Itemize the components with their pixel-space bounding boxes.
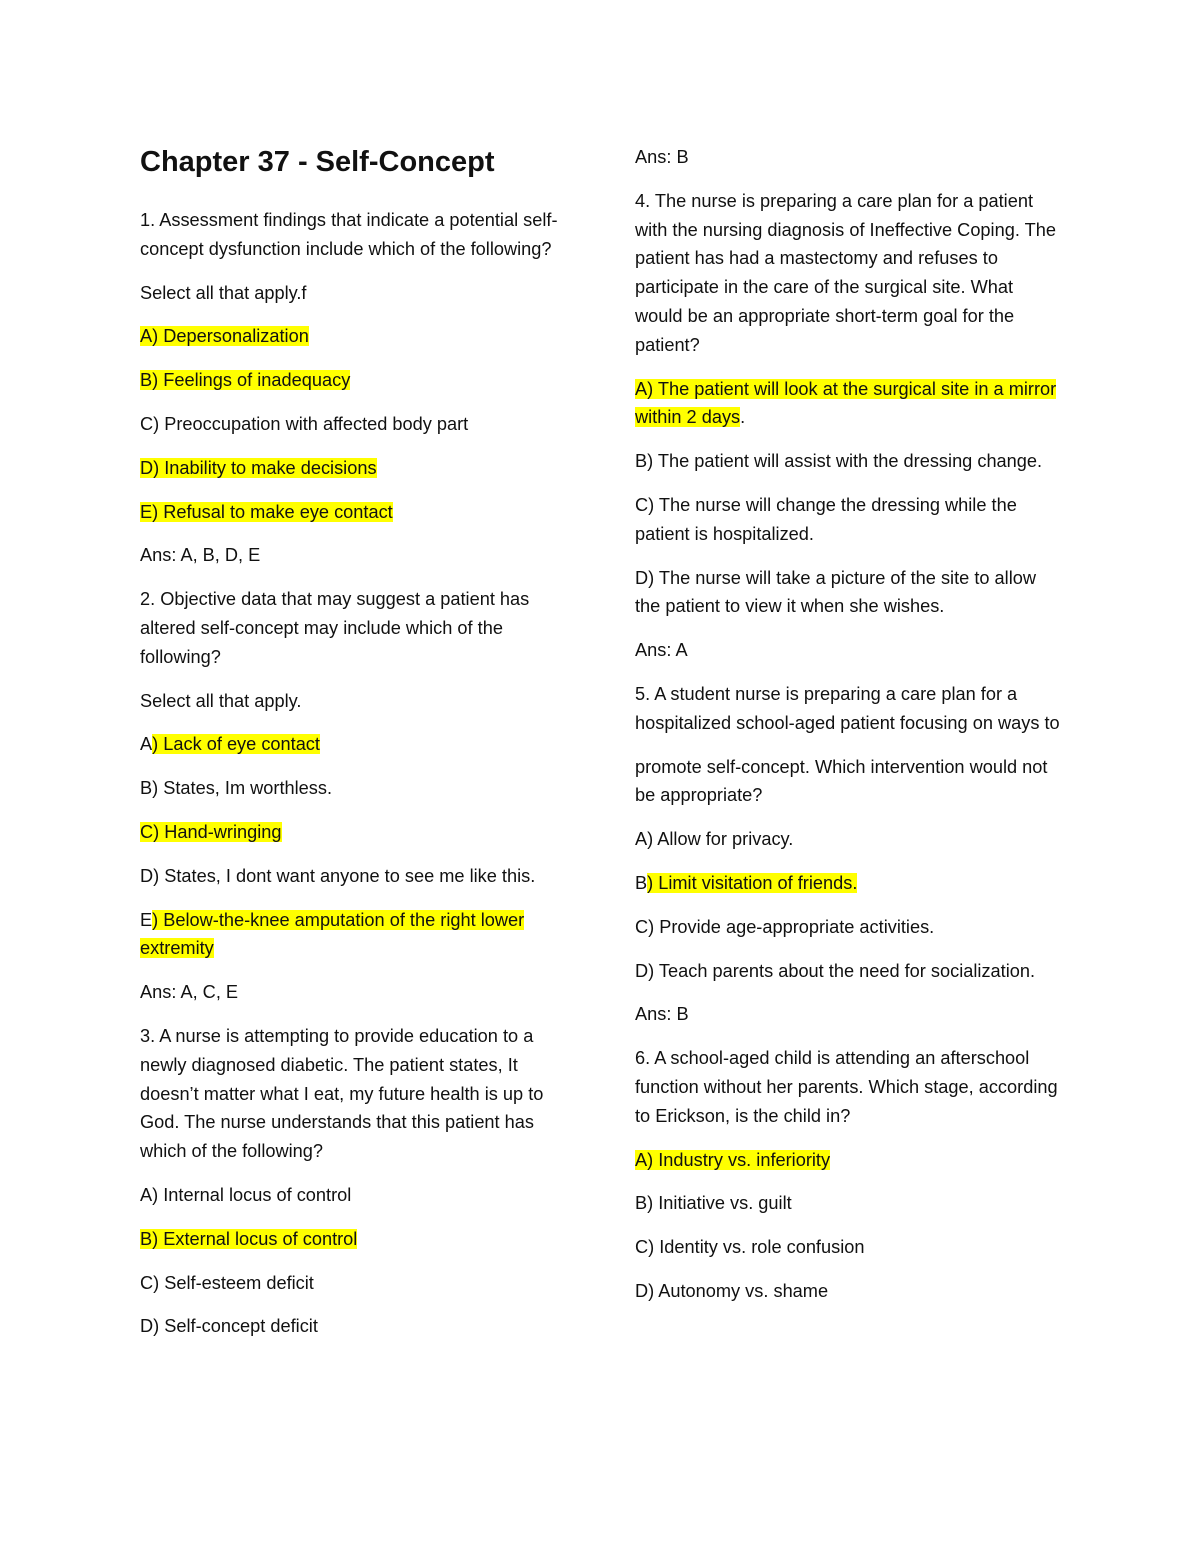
question-4: 4. The nurse is preparing a care plan for a patient with the nursing diagnosis of Ineffective Coping. The patient has had a mastectomy and refuses to participate in the care of the surgical site. What would be an appropriate short-term goal for the patient? [635,190,1056,355]
question-1-option-c: C) Preoccupation with affected body part [140,413,469,434]
question-2-answer: Ans: A, C, E [140,982,239,1003]
question-2-option-c [140,818,570,847]
highlighted-answer: ) Limit visitation of friends. [647,872,858,893]
option-letter: B [635,872,648,893]
question-2-option-e [140,906,570,964]
question-2-instruction: Select all that apply. [140,690,302,711]
question-4-option-c: C) The nurse will change the dressing while the patient is hospitalized. [635,494,1017,544]
question-3-answer: Ans: B [635,147,689,167]
question-5-option-d: D) Teach parents about the need for socialization. [635,960,1036,981]
question-3-option-b [140,1225,570,1254]
highlighted-answer: E) Refusal to make eye contact [140,501,393,522]
highlighted-answer: A) Industry vs. inferiority [635,1149,831,1170]
question-5-continuation: promote self-concept. Which intervention would not be appropriate? [635,756,1048,806]
question-5-option-a: A) Allow for privacy. [635,829,794,850]
right-column [635,143,1065,1321]
question-3-option-d: D) Self-concept deficit [140,1316,318,1337]
question-5-answer: Ans: B [635,1004,689,1025]
question-3-option-a: A) Internal locus of control [140,1184,352,1205]
highlighted-answer: ) Lack of eye contact [152,734,320,755]
highlighted-answer: D) Inability to make decisions [140,457,377,478]
question-1-option-d [140,454,570,483]
chapter-title: Chapter 37 - Self-Concept [140,146,495,178]
question-6-option-a [635,1146,1065,1175]
question-5-option-b [635,869,1065,898]
question-4-option-b: B) The patient will assist with the dressing change. [635,451,1043,472]
question-1-option-a [140,322,570,351]
option-letter: A [140,734,153,755]
question-4-answer: Ans: A [635,640,688,661]
option-letter: E [140,909,153,930]
question-6: 6. A school-aged child is attending an afterschool function without her parents. Which stage, according to Erickson, is the child in? [635,1048,1058,1126]
left-column [140,140,570,1356]
question-6-option-c: C) Identity vs. role confusion [635,1237,865,1258]
question-5-option-c: C) Provide age-appropriate activities. [635,916,935,937]
question-1-option-e [140,498,570,527]
option-suffix: . [740,407,746,428]
highlighted-answer: A) Depersonalization [140,326,309,347]
highlighted-answer: B) Feelings of inadequacy [140,370,351,391]
question-1-instruction: Select all that apply.f [140,282,307,303]
question-2-option-d: D) States, I dont want anyone to see me like this. [140,865,536,886]
highlighted-answer: B) External locus of control [140,1228,358,1249]
question-6-option-d: D) Autonomy vs. shame [635,1280,829,1301]
highlighted-answer: ) Below-the-knee amputation of the right lower extremity [140,909,525,959]
question-3-option-c: C) Self-esteem deficit [140,1272,314,1293]
question-1: 1. Assessment findings that indicate a potential self-concept dysfunction include which of the following? [140,210,558,259]
question-2-option-b: B) States, Im worthless. [140,778,333,799]
highlighted-answer: A) The patient will look at the surgical site in a mirror within 2 days [635,378,1057,428]
question-6-option-b: B) Initiative vs. guilt [635,1193,792,1214]
question-2: 2. Objective data that may suggest a patient has altered self-concept may include which of the following? [140,589,530,667]
question-1-answer: Ans: A, B, D, E [140,545,261,566]
question-1-option-b [140,366,570,395]
question-3: 3. A nurse is attempting to provide education to a newly diagnosed diabetic. The patient states, It doesn’t matter what I eat, my future health is up to God. The nurse understands that this patient has which of the following? [140,1025,544,1162]
question-4-option-a [635,375,1065,433]
question-2-option-a [140,730,570,759]
highlighted-answer: C) Hand-wringing [140,821,282,842]
question-4-option-d: D) The nurse will take a picture of the site to allow the patient to view it when she wishes. [635,567,1036,617]
question-5: 5. A student nurse is preparing a care plan for a hospitalized school-aged patient focusing on ways to [635,683,1060,733]
